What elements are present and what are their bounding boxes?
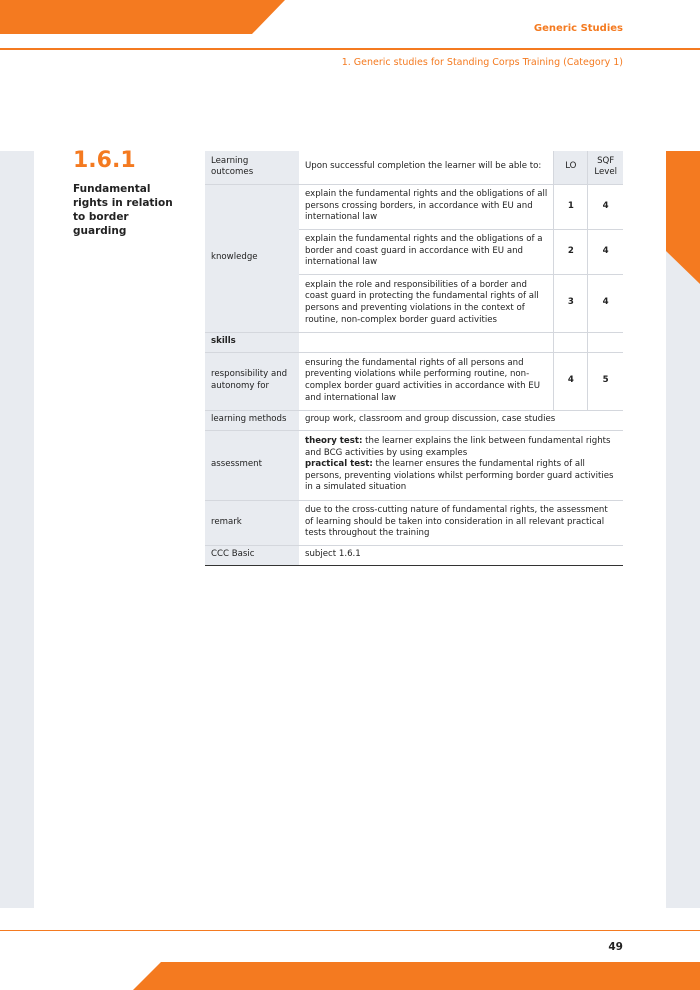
practical-test-text: the learner ensures the fundamental rights of all persons, preventing violations whilst performing border guard activities in a simulated situation [305, 459, 614, 493]
sqf-header-cell: SQF Level [588, 151, 623, 184]
lo-value: 3 [554, 274, 588, 332]
header-label-cell: Learning outcomes [205, 151, 299, 184]
sqf-value: 4 [588, 274, 623, 332]
table-row [205, 410, 623, 430]
assessment-text [299, 430, 623, 500]
knowledge-label: knowledge [205, 184, 299, 332]
theory-test-label: theory test: [305, 436, 363, 447]
sqf-value: 4 [588, 229, 623, 274]
table-row [205, 500, 623, 545]
methods-text: group work, classroom and group discussion, case studies [299, 410, 623, 430]
knowledge-outcome: explain the role and responsibilities of a border and coast guard in protecting the fundamental rights of all persons and preventing violations in the context of routine, non-complex border guard activities [299, 274, 554, 332]
lo-value: 2 [554, 229, 588, 274]
footer-accent-bar [133, 962, 700, 990]
section-title: Fundamental rights in relation to border guarding [73, 183, 173, 237]
table-row [205, 352, 623, 410]
skills-outcome [299, 332, 554, 352]
left-margin-band [0, 151, 34, 908]
ccc-label: CCC Basic [205, 545, 299, 565]
table-header-row [205, 151, 623, 184]
practical-test-label: practical test: [305, 459, 373, 470]
lo-value: 1 [554, 184, 588, 229]
lo-value: 4 [554, 352, 588, 410]
methods-label: learning methods [205, 410, 299, 430]
table-row [205, 430, 623, 500]
sqf-value: 4 [588, 184, 623, 229]
section-number: 1.6.1 [73, 148, 136, 173]
assessment-label: assessment [205, 430, 299, 500]
lo-header-cell: LO [554, 151, 588, 184]
sqf-value: 5 [588, 352, 623, 410]
knowledge-outcome: explain the fundamental rights and the obligations of all persons crossing borders, in accordance with EU and international law [299, 184, 554, 229]
footer-rule [0, 930, 700, 931]
table-row [205, 184, 623, 229]
knowledge-outcome: explain the fundamental rights and the obligations of a border and coast guard in accordance with EU and international law [299, 229, 554, 274]
learning-outcomes-table [205, 151, 623, 566]
remark-label: remark [205, 500, 299, 545]
page-number: 49 [608, 941, 623, 953]
header-accent-bar [0, 0, 285, 34]
responsibility-label: responsibility and autonomy for [205, 352, 299, 410]
remark-text: due to the cross-cutting nature of fundamental rights, the assessment of learning should be taken into consideration in all relevant practical tests throughout the training [299, 500, 623, 545]
skills-label: skills [205, 332, 299, 352]
responsibility-outcome: ensuring the fundamental rights of all persons and preventing violations while performing routine, non-complex border guard activities in accordance with EU and international law [299, 352, 554, 410]
table-row [205, 332, 623, 352]
lo-value [554, 332, 588, 352]
theory-test-text: the learner explains the link between fundamental rights and BCG activities by using examples [305, 436, 611, 458]
header-title: Generic Studies [533, 23, 623, 34]
header-subtitle: 1. Generic studies for Standing Corps Training (Category 1) [341, 57, 623, 68]
header-description-cell: Upon successful completion the learner will be able to: [299, 151, 554, 184]
header-rule [0, 48, 700, 50]
sqf-value [588, 332, 623, 352]
table-row [205, 545, 623, 565]
ccc-text: subject 1.6.1 [299, 545, 623, 565]
